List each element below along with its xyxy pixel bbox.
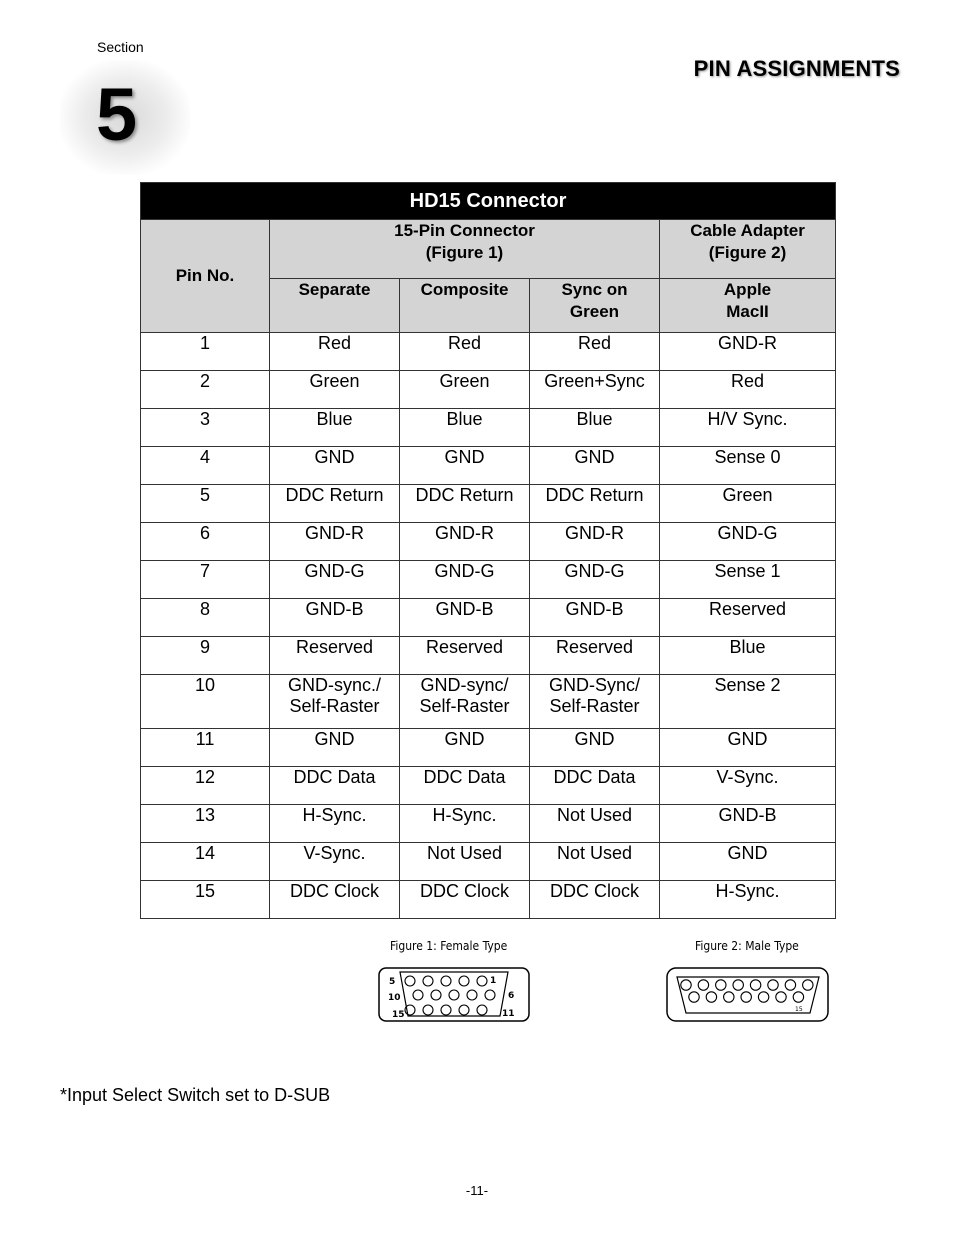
pin-number-cell: 1 — [141, 333, 270, 371]
pin-number-cell: 11 — [141, 729, 270, 767]
table-title: HD15 Connector — [141, 183, 836, 220]
sync-on-green-cell: DDC Data — [530, 767, 660, 805]
female-pin-hole — [449, 990, 459, 1000]
male-pin — [776, 992, 786, 1002]
composite-cell: DDC Return — [400, 485, 530, 523]
apple-macii-cell: GND — [660, 729, 836, 767]
sync-on-green-cell: GND-B — [530, 599, 660, 637]
composite-cell: Reserved — [400, 637, 530, 675]
composite-cell: H-Sync. — [400, 805, 530, 843]
male-pin — [768, 980, 778, 990]
separate-cell: DDC Clock — [270, 881, 400, 919]
male-pin — [793, 992, 803, 1002]
composite-cell: DDC Data — [400, 767, 530, 805]
separate-cell: V-Sync. — [270, 843, 400, 881]
male-pin — [698, 980, 708, 990]
separate-cell: Blue — [270, 409, 400, 447]
female-label-11: 11 — [502, 1009, 515, 1019]
male-pin — [803, 980, 813, 990]
female-pin-hole — [423, 976, 433, 986]
separate-cell: GND-R — [270, 523, 400, 561]
table-row — [141, 881, 836, 919]
female-pin-hole — [477, 1005, 487, 1015]
composite-cell: GND-G — [400, 561, 530, 599]
table-row — [141, 485, 836, 523]
figure-2-caption: Figure 2: Male Type — [695, 939, 799, 953]
female-pin-hole — [423, 1005, 433, 1015]
page-number: -11- — [465, 1183, 489, 1198]
female-label-15: 15 — [392, 1010, 405, 1020]
header-apple-macii: Apple MacII — [660, 279, 836, 333]
composite-cell: GND-B — [400, 599, 530, 637]
female-label-5: 5 — [389, 977, 396, 987]
separate-cell: DDC Data — [270, 767, 400, 805]
table-row — [141, 767, 836, 805]
female-pin-hole — [467, 990, 477, 1000]
table-row — [141, 523, 836, 561]
apple-macii-cell: GND-G — [660, 523, 836, 561]
sync-on-green-cell: Red — [530, 333, 660, 371]
separate-cell: DDC Return — [270, 485, 400, 523]
separate-cell: Reserved — [270, 637, 400, 675]
female-label-10: 10 — [388, 993, 401, 1003]
pin-number-cell: 10 — [141, 675, 270, 729]
sync-on-green-cell: GND-G — [530, 561, 660, 599]
composite-cell: Red — [400, 333, 530, 371]
table-row — [141, 843, 836, 881]
composite-cell: Not Used — [400, 843, 530, 881]
sync-on-green-cell: GND — [530, 729, 660, 767]
female-label-1: 1 — [490, 976, 497, 986]
composite-cell: GND-R — [400, 523, 530, 561]
figure-1-caption: Figure 1: Female Type — [390, 939, 508, 953]
apple-macii-cell: Sense 2 — [660, 675, 836, 729]
female-connector-diagram — [378, 967, 530, 1023]
male-pin — [724, 992, 734, 1002]
composite-cell: GND — [400, 447, 530, 485]
apple-macii-cell: Sense 1 — [660, 561, 836, 599]
composite-cell: Green — [400, 371, 530, 409]
female-pin-hole — [485, 990, 495, 1000]
sync-on-green-cell: DDC Clock — [530, 881, 660, 919]
sync-on-green-cell: Blue — [530, 409, 660, 447]
table-row — [141, 805, 836, 843]
separate-cell: GND — [270, 447, 400, 485]
pin-number-cell: 4 — [141, 447, 270, 485]
header-15-pin-connector: 15-Pin Connector (Figure 1) — [270, 220, 660, 279]
pin-number-cell: 6 — [141, 523, 270, 561]
pin-number-cell: 9 — [141, 637, 270, 675]
pin-number-cell: 15 — [141, 881, 270, 919]
male-pin — [785, 980, 795, 990]
male-pin — [716, 980, 726, 990]
pin-number-cell: 7 — [141, 561, 270, 599]
pin-number-cell: 8 — [141, 599, 270, 637]
pin-number-cell: 14 — [141, 843, 270, 881]
sync-on-green-cell: Green+Sync — [530, 371, 660, 409]
female-pin-hole — [459, 1005, 469, 1015]
separate-cell: GND-G — [270, 561, 400, 599]
male-pin-circles — [681, 980, 813, 1002]
apple-macii-cell: H-Sync. — [660, 881, 836, 919]
male-pin — [750, 980, 760, 990]
sync-on-green-cell: GND — [530, 447, 660, 485]
table-row — [141, 599, 836, 637]
header-separate: Separate — [270, 279, 400, 333]
pin-assignment-table — [140, 182, 836, 919]
pin-number-cell: 12 — [141, 767, 270, 805]
male-label-15: 15 — [795, 1006, 803, 1013]
apple-macii-cell: Red — [660, 371, 836, 409]
table-row — [141, 447, 836, 485]
apple-macii-cell: GND — [660, 843, 836, 881]
header-pin-no: Pin No. — [141, 220, 270, 333]
pin-number-cell: 5 — [141, 485, 270, 523]
composite-cell: GND — [400, 729, 530, 767]
female-pin-hole — [477, 976, 487, 986]
pin-number-cell: 3 — [141, 409, 270, 447]
apple-macii-cell: Sense 0 — [660, 447, 836, 485]
male-pin — [681, 980, 691, 990]
header-cable-adapter: Cable Adapter (Figure 2) — [660, 220, 836, 279]
table-row — [141, 333, 836, 371]
pin-number-cell: 2 — [141, 371, 270, 409]
separate-cell: H-Sync. — [270, 805, 400, 843]
sync-on-green-cell: Reserved — [530, 637, 660, 675]
separate-cell: Green — [270, 371, 400, 409]
table-row — [141, 409, 836, 447]
table-row — [141, 371, 836, 409]
female-pin-hole — [431, 990, 441, 1000]
separate-cell: GND-sync./ Self-Raster — [270, 675, 400, 729]
female-pin-hole — [413, 990, 423, 1000]
sync-on-green-cell: Not Used — [530, 843, 660, 881]
male-pin — [758, 992, 768, 1002]
sync-on-green-cell: DDC Return — [530, 485, 660, 523]
apple-macii-cell: GND-R — [660, 333, 836, 371]
apple-macii-cell: V-Sync. — [660, 767, 836, 805]
female-pin-hole — [441, 976, 451, 986]
male-pin — [733, 980, 743, 990]
separate-cell: GND — [270, 729, 400, 767]
section-number: 5 — [96, 73, 138, 156]
apple-macii-cell: Blue — [660, 637, 836, 675]
female-pin-hole — [441, 1005, 451, 1015]
female-pin-hole — [459, 976, 469, 986]
section-label: Section — [97, 39, 144, 55]
separate-cell: Red — [270, 333, 400, 371]
page-title: PIN ASSIGNMENTS — [693, 56, 900, 81]
apple-macii-cell: GND-B — [660, 805, 836, 843]
male-pin — [689, 992, 699, 1002]
sync-on-green-cell: Not Used — [530, 805, 660, 843]
table-row — [141, 675, 836, 729]
male-pin — [741, 992, 751, 1002]
separate-cell: GND-B — [270, 599, 400, 637]
apple-macii-cell: Green — [660, 485, 836, 523]
composite-cell: GND-sync/ Self-Raster — [400, 675, 530, 729]
table-row — [141, 729, 836, 767]
sync-on-green-cell: GND-R — [530, 523, 660, 561]
table-row — [141, 561, 836, 599]
header-composite: Composite — [400, 279, 530, 333]
male-connector-diagram — [666, 967, 830, 1023]
input-select-note: *Input Select Switch set to D-SUB — [60, 1085, 331, 1105]
sync-on-green-cell: GND-Sync/ Self-Raster — [530, 675, 660, 729]
composite-cell: Blue — [400, 409, 530, 447]
female-label-6: 6 — [508, 991, 515, 1001]
header-sync-on-green: Sync on Green — [530, 279, 660, 333]
apple-macii-cell: Reserved — [660, 599, 836, 637]
female-pin-holes — [405, 976, 495, 1015]
table-row — [141, 637, 836, 675]
female-pin-hole — [405, 976, 415, 986]
male-pin — [706, 992, 716, 1002]
pin-number-cell: 13 — [141, 805, 270, 843]
apple-macii-cell: H/V Sync. — [660, 409, 836, 447]
composite-cell: DDC Clock — [400, 881, 530, 919]
